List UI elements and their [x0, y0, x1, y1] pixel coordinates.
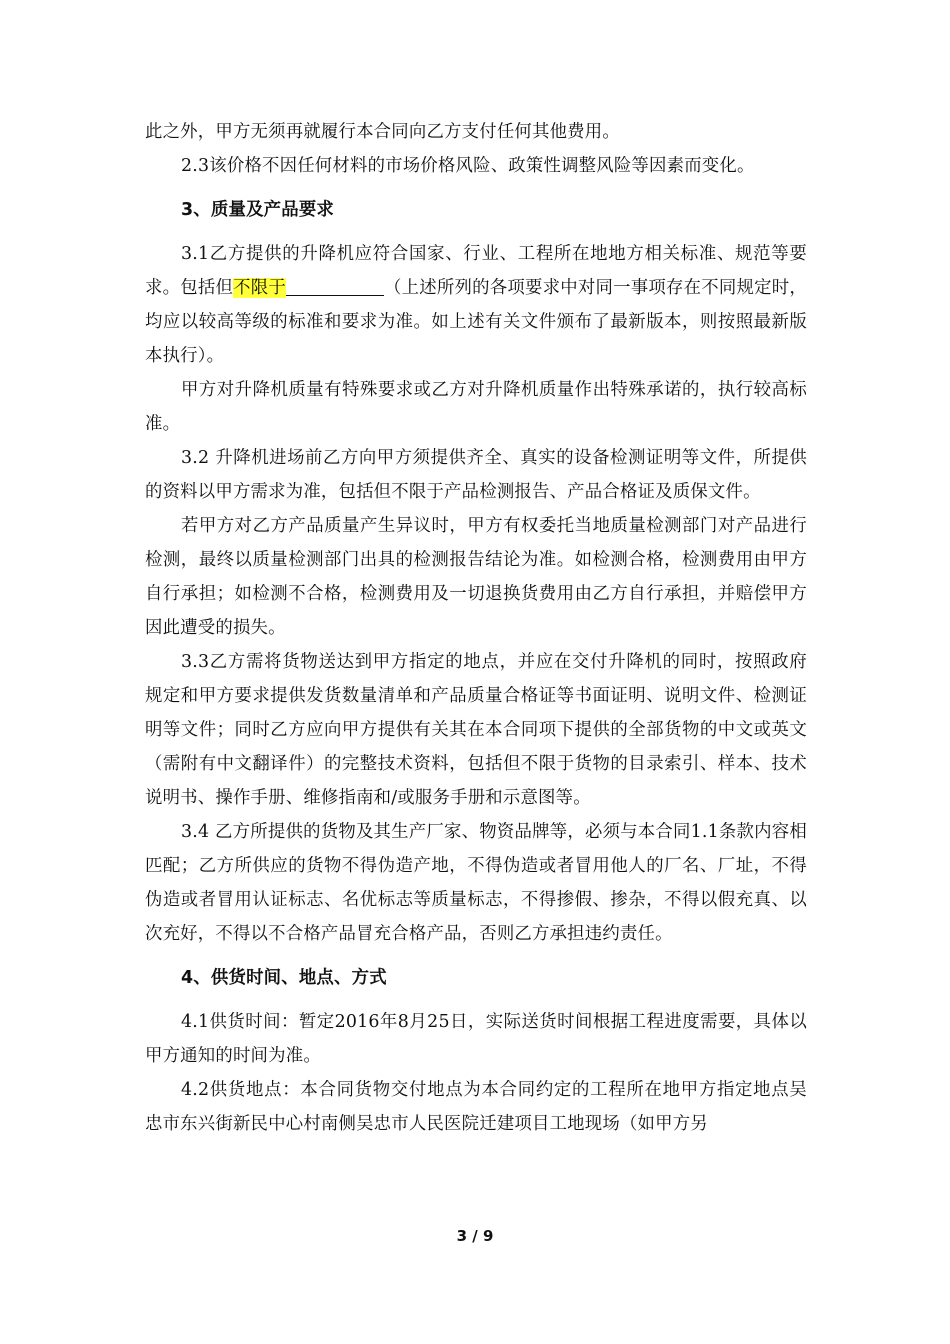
- clause-3-1-supplement: 甲方对升降机质量有特殊要求或乙方对升降机质量作出特殊承诺的，执行较高标准。: [145, 380, 807, 434]
- section-heading-3: 3、质量及产品要求: [181, 200, 335, 220]
- clause-3-2-supplement: 若甲方对乙方产品质量产生异议时，甲方有权委托当地质量检测部门对产品进行检测，最终以质量检测部门出具的检测报告结论为准。如检测合格，检测费用由甲方自行承担；如检测不合格，检测费用及一切退换货费用由乙方自行承担，并赔偿甲方因此遭受的损失。: [145, 516, 807, 638]
- page-number: 3 / 9: [456, 1227, 494, 1245]
- clause-4-1: 4.1供货时间：暂定2016年8月25日，实际送货时间根据工程进度需要，具体以甲方通知的时间为准。: [145, 1012, 807, 1066]
- document-body: [145, 115, 807, 1141]
- fill-in-blank: [286, 278, 384, 296]
- highlighted-text: 不限于: [233, 278, 286, 298]
- clause-3-3: 3.3乙方需将货物送达到甲方指定的地点，并应在交付升降机的同时，按照政府规定和甲方要求提供发货数量清单和产品质量合格证等书面证明、说明文件、检测证明等文件；同时乙方应向甲方提供有关其在本合同项下提供的全部货物的中文或英文（需附有中文翻译件）的完整技术资料，包括但不限于货物的目录索引、样本、技术说明书、操作手册、维修指南和/或服务手册和示意图等。: [145, 652, 807, 808]
- clause-3-2: 3.2 升降机进场前乙方向甲方须提供齐全、真实的设备检测证明等文件，所提供的资料以甲方需求为准，包括但不限于产品检测报告、产品合格证及质保文件。: [145, 448, 807, 502]
- clause-3-1-text-b: （上述所列的各项要求中对同一事项存在不同规定时，均应以较高等级的标准和要求为准。如上述有关文件颁布了最新版本，则按照最新版本执行）。: [145, 278, 807, 366]
- paragraph-continuation: 此之外，甲方无须再就履行本合同向乙方支付任何其他费用。: [145, 122, 620, 142]
- clause-3-1: [145, 237, 807, 373]
- clause-4-2: 4.2供货地点：本合同货物交付地点为本合同约定的工程所在地甲方指定地点吴忠市东兴街新民中心村南侧吴忠市人民医院迁建项目工地现场（如甲方另: [145, 1080, 807, 1134]
- clause-2-3: 2.3该价格不因任何材料的市场价格风险、政策性调整风险等因素而变化。: [181, 156, 755, 176]
- clause-3-4: 3.4 乙方所提供的货物及其生产厂家、物资品牌等，必须与本合同1.1条款内容相匹配；乙方所供应的货物不得伪造产地，不得伪造或者冒用他人的厂名、厂址，不得伪造或者冒用认证标志、名优标志等质量标志，不得掺假、掺杂，不得以假充真、以次充好，不得以不合格产品冒充合格产品，否则乙方承担违约责任。: [145, 822, 807, 944]
- clause-3-1-text-a: 3.1乙方提供的升降机应符合国家、行业、工程所在地地方相关标准、规范等要求。包括但: [145, 244, 807, 298]
- section-heading-4: 4、供货时间、地点、方式: [181, 968, 387, 988]
